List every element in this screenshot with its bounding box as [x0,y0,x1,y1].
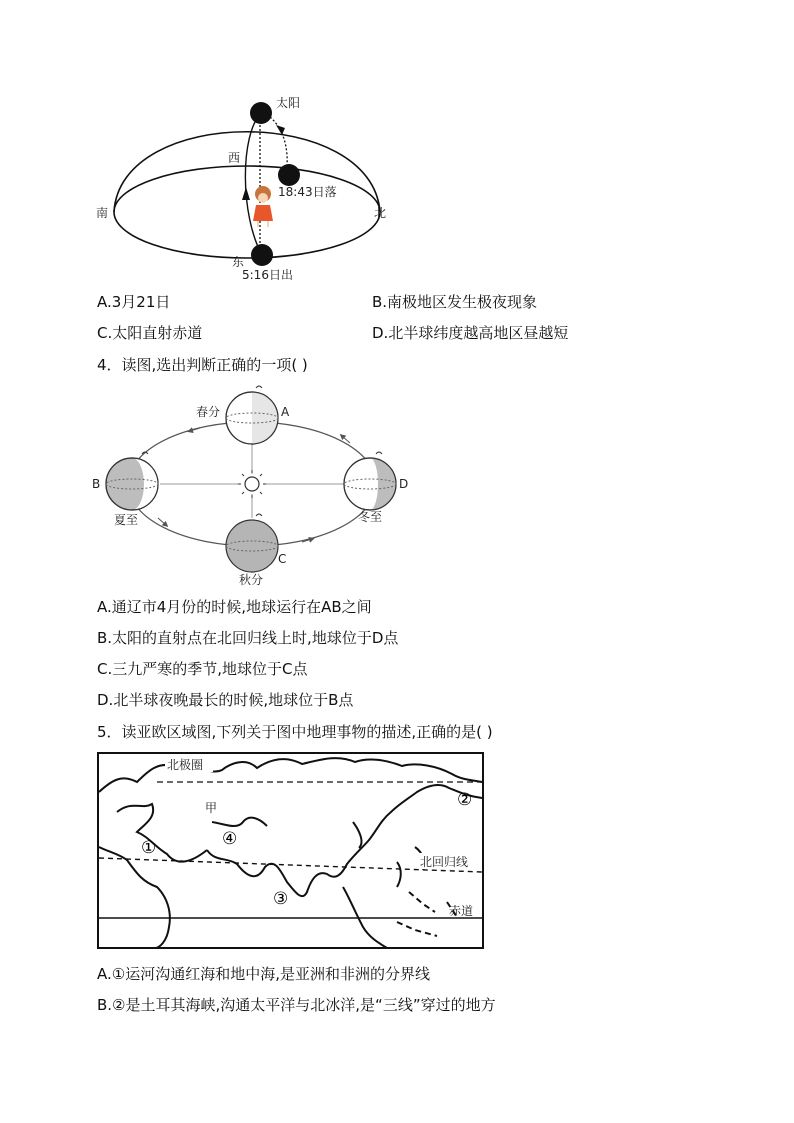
earth-winter-d [344,452,396,510]
q4-stem: 4．读图,选出判断正确的一项( ) [97,356,308,374]
label-south: 南 [96,206,109,220]
eurasia-map [97,752,485,950]
q5-option-b: B.②是土耳其海峡,沟通太平洋与北冰洋,是“三线”穿过的地方 [97,996,496,1014]
q3-option-d: D.北半球纬度越高地区昼越短 [372,324,569,342]
person-icon [253,186,273,227]
sun-sunset-icon [278,164,300,186]
marker-2: ② [457,790,473,810]
earth-orbit-diagram [90,378,420,590]
label-d: D [399,477,409,491]
marker-1: ① [141,838,157,858]
label-c: C [278,552,287,566]
label-equator: 赤道 [449,904,474,918]
q3-option-b: B.南极地区发生极夜现象 [372,293,538,311]
label-sunset: 18:43日落 [278,185,337,199]
q3-option-a: A.3月21日 [97,293,171,311]
label-tropic: 北回归线 [420,855,469,869]
q4-option-b: B.太阳的直射点在北回归线上时,地球位于D点 [97,629,399,647]
q4-option-d: D.北半球夜晚最长的时候,地球位于B点 [97,691,354,709]
earth-spring-a [226,386,278,444]
label-jia: 甲 [205,801,218,815]
label-summer: 夏至 [114,513,139,527]
q5-stem: 5．读亚欧区域图,下列关于图中地理事物的描述,正确的是( ) [97,723,493,741]
earth-autumn-c [226,514,278,572]
label-sun: 太阳 [276,96,301,110]
sun-sunrise-icon [251,244,273,266]
label-a: A [281,405,290,419]
q5-option-a: A.①运河沟通红海和地中海,是亚洲和非洲的分界线 [97,965,430,983]
label-b: B [92,477,101,491]
label-spring: 春分 [196,405,221,419]
earth-summer-b [106,452,158,510]
horizon-ellipse [114,166,380,258]
marker-4: ④ [222,829,238,849]
label-north: 北 [374,206,387,220]
sunset-dotted-arc [270,117,287,167]
marker-3: ③ [273,889,289,909]
label-autumn: 秋分 [239,573,264,587]
label-sunrise: 5:16日出 [242,268,293,282]
label-east: 东 [232,255,245,269]
sun-path-diagram [90,95,400,285]
q4-option-a: A.通辽市4月份的时候,地球运行在AB之间 [97,598,372,616]
label-arctic-circle: 北极圈 [167,758,204,772]
label-west: 西 [228,151,241,165]
q4-option-c: C.三九严寒的季节,地球位于C点 [97,660,308,678]
q3-option-c: C.太阳直射赤道 [97,324,203,342]
label-winter: 冬至 [358,510,383,524]
path-arrow [242,187,250,200]
sun-icon [238,470,266,498]
sun-noon-icon [250,102,272,124]
